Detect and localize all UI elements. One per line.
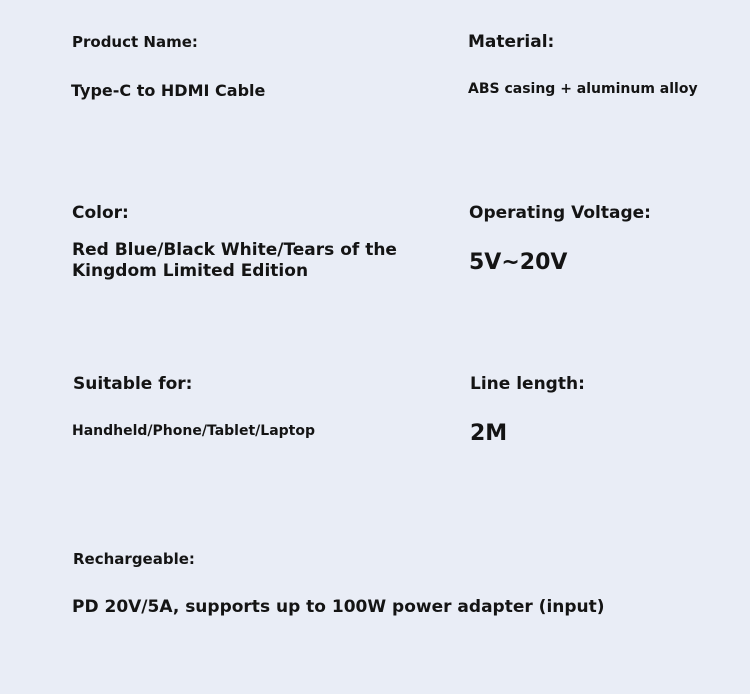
color-label: Color:: [72, 203, 129, 223]
line-length-value: 2M: [470, 421, 508, 446]
rechargeable-label: Rechargeable:: [73, 550, 195, 568]
operating-voltage-value: 5V~20V: [469, 250, 568, 275]
material-value: ABS casing + aluminum alloy: [468, 81, 698, 97]
line-length-label: Line length:: [470, 374, 585, 394]
operating-voltage-label: Operating Voltage:: [469, 203, 651, 223]
suitable-for-value: Handheld/Phone/Tablet/Laptop: [72, 423, 316, 439]
product-name-label: Product Name:: [72, 33, 198, 51]
suitable-for-label: Suitable for:: [73, 374, 193, 394]
product-name-value: Type-C to HDMI Cable: [71, 81, 266, 100]
material-label: Material:: [468, 32, 555, 52]
rechargeable-value: PD 20V/5A, supports up to 100W power adapter (input): [72, 597, 605, 617]
color-value: Red Blue/Black White/Tears of the Kingdom Limited Edition: [72, 240, 397, 281]
